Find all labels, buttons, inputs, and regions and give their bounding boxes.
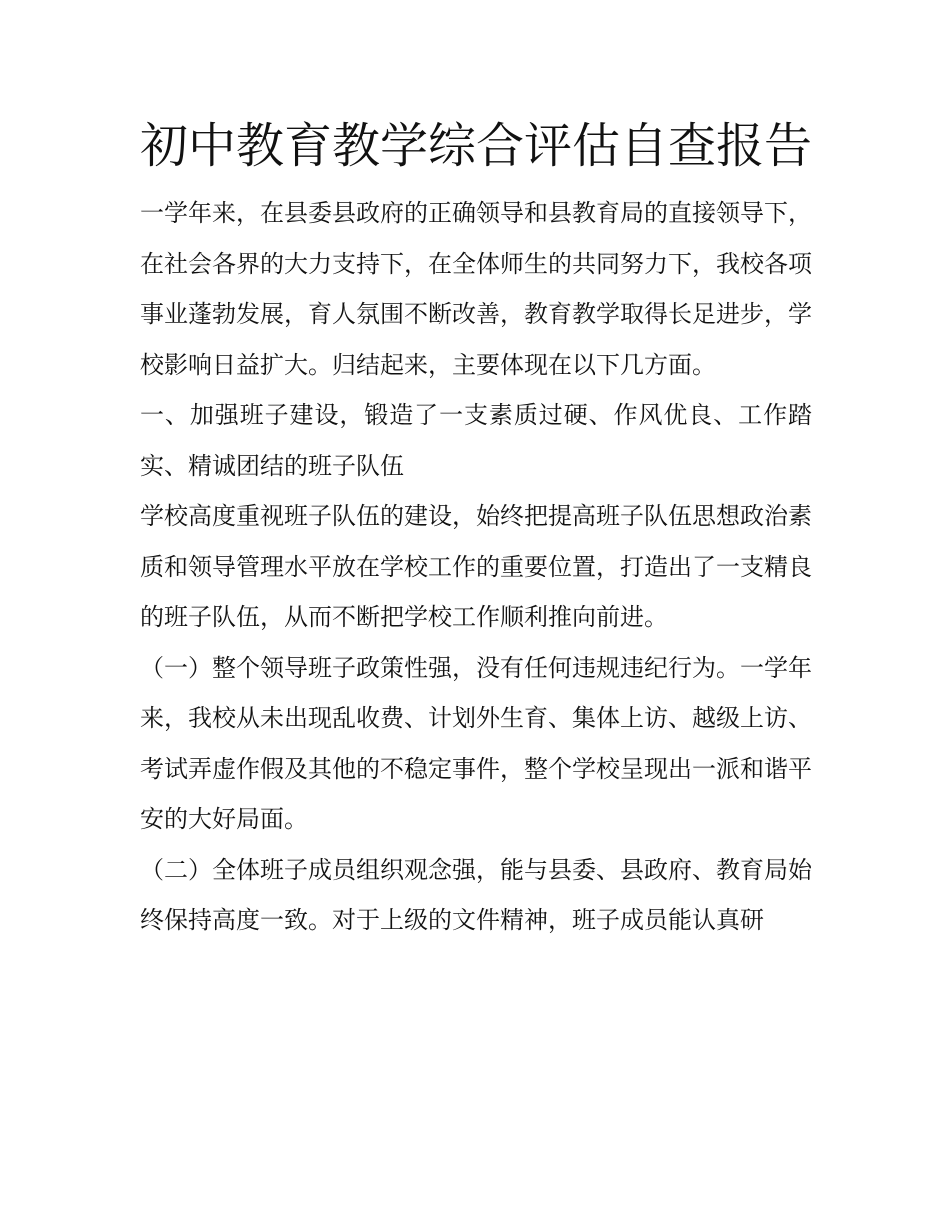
section-heading-1: 一、加强班子建设，锻造了一支素质过硬、作风优良、工作踏实、精诚团结的班子队伍 — [140, 401, 812, 480]
document-content — [140, 112, 812, 946]
paragraph-section-1: 学校高度重视班子队伍的建设，始终把提高班子队伍思想政治素质和领导管理水平放在学校工作的重要位置，打造出了一支精良的班子队伍，从而不断把学校工作顺利推向前进。 — [140, 502, 812, 631]
document-title: 初中教育教学综合评估自查报告 — [140, 118, 813, 174]
document-body — [140, 188, 812, 946]
paragraph-item-2: （二）全体班子成员组织观念强，能与县委、县政府、教育局始终保持高度一致。对于上级的文件精神，班子成员能认真研 — [140, 855, 812, 934]
paragraph-intro: 一学年来，在县委县政府的正确领导和县教育局的直接领导下，在社会各界的大力支持下，在全体师生的共同努力下，我校各项事业蓬勃发展，育人氛围不断改善，教育教学取得长足进步，学校影响日益扩大。归结起来，主要体现在以下几方面。 — [140, 199, 812, 379]
paragraph-item-1: （一）整个领导班子政策性强，没有任何违规违纪行为。一学年来，我校从未出现乱收费、计划外生育、集体上访、越级上访、考试弄虚作假及其他的不稳定事件，整个学校呈现出一派和谐平安的大好局面。 — [140, 653, 812, 833]
